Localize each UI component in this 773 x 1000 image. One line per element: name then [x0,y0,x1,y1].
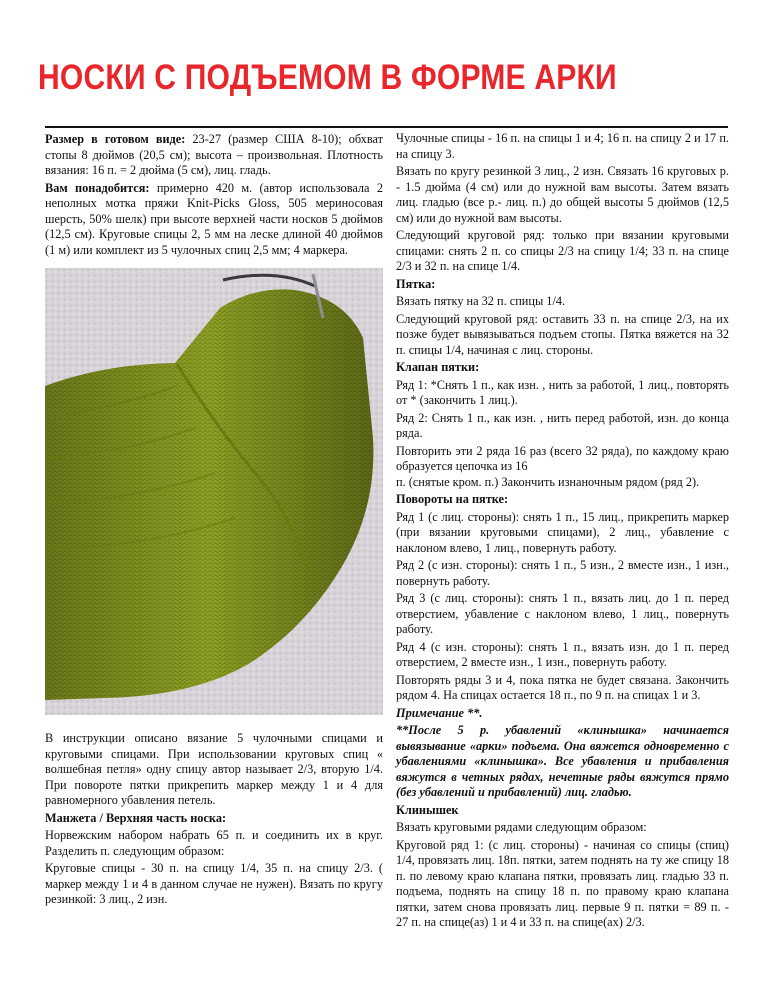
instructions-column [396,131,729,933]
size-text: 23-27 (размер США 8-10); обхват стопы 8 дюймов (20,5 см); высота – произвольная. Плотность вязания: 16 п. = 2 дюйма (5 см), лиц. гладь. [45,132,383,177]
materials-section [45,132,383,260]
size-label: Размер в готовом виде: [45,132,186,146]
turn-row-4: Ряд 4 (с изн. стороны): снять 1 п., вязать изн. до 1 п. перед отверстием, 2 вместе изн., 1 изн., повернуть работу. [396,639,729,669]
heel-turn-heading: Повороты на пятке: [396,492,509,506]
materials-label: Вам понадобится: [45,180,150,195]
next-round-text: Следующий круговой ряд: только при вязании круговыми спицами: снять 2 п. со спицы 2/3 на спицу 1/4; 33 п. на спице 2/3 и 32 п. на спице 1/4. [396,228,729,273]
needles-text: Чулочные спицы - 16 п. на спицы 1 и 4; 16 п. на спицу 2 и 17 п. на спицу 3. [396,131,729,161]
heel-text-1: Вязать пятку на 32 п. спицы 1/4. [396,294,566,308]
cuff-section [45,731,383,910]
note-text: **После 5 р. убавлений «клинышка» начинается вывязывание «арки» подъема. Она вяжется одновременно с убавлениями «клинышка». Все убавления и прибавления вяжутся в четных рядах, нечетные ряды вяжутся прямо (без убавлений и прибавлений) лиц. гладью. [396,723,729,799]
heel-flap-heading: Клапан пятки: [396,360,480,374]
flap-repeat: Повторить эти 2 ряда 16 раз (всего 32 ряда), по каждому краю образуется цепочка из 16 [396,443,729,473]
sock-photo [45,268,383,715]
materials-text: примерно 420 м. (автор использовала 2 неполных мотка пряжи Knit-Picks Gloss, 505 мериносовая шерсть, 50% шелк) при высоте верхней части носков 5 дюймов (12,5 см). Круговые спицы 2, 5 мм на леске длиной 40 дюймов (1 м) или комплект из 5 чулочных спиц 2,5 мм; 4 маркера. [45,180,383,257]
flap-row-2: Ряд 2: Снять 1 п., как изн. , нить перед работой, изн. до конца ряда. [396,410,729,440]
title-divider [45,126,728,128]
turn-row-2: Ряд 2 (с изн. стороны): снять 1 п., 5 изн., 2 вместе изн., 1 изн., повернуть работу. [396,558,729,588]
cuff-text-1: Норвежским набором набрать 65 п. и соединить их в круг. Разделить п. следующим образом: [45,828,383,858]
cuff-text-2: Круговые спицы - 30 п. на спицу 1/4, 35 п. на спицу 2/3. ( маркер между 1 и 4 в данном случае не нужен). Вязать по кругу резинкой: 3 лиц., 2 изн. [45,861,383,906]
intro-text: В инструкции описано вязание 5 чулочными спицами и круговыми спицами. При использовании круговых спиц « волшебная петля» одну спицу автор называет 2/3, вторую 1/4. При повороте пятки прикрепить маркер между 1 и 4 для равномерного убавления петель. [45,731,383,807]
heel-heading: Пятка: [396,276,436,291]
heel-text-2: Следующий круговой ряд: оставить 33 п. на спице 2/3, на их позже будет вывязываться подъем стопы. Пятка вяжется на 32 п. спицы 1/4, начиная с лиц. стороны. [396,311,729,357]
turn-row-1: Ряд 1 (с лиц. стороны): снять 1 п., 15 лиц., прикрепить маркер (при вязании круговыми спицами), 2 лиц., убавление с наклоном влево, 1 лиц., повернуть работу. [396,509,729,555]
gusset-text-2: Круговой ряд 1: (с лиц. стороны) - начиная со спицы (спиц) 1/4, провязать лиц. 18п. пятки, затем поднять на ту же спицу 18 п. по левому краю клапана пятки, провязать лиц. гладью 33 п. подъема, поднять на спицу 18 п. по правому краю клапана пятки, затем снова провязать лиц. первые 9 п. пятки = 89 п. - 27 п. на спице(аз) 1 и 4 и 33 п. на спице(ах) 2/3. [396,837,729,929]
flap-row-1: Ряд 1: *Снять 1 п., как изн. , нить за работой, 1 лиц., повторять от * (закончить 1 лиц.). [396,377,729,407]
note-heading: Примечание **. [396,705,483,720]
rib-text: Вязать по кругу резинкой 3 лиц., 2 изн. Связать 16 круговых р. - 1.5 дюйма (4 см) или до нужной вам высоты. Затем вязать лиц. гладью (все р.- лиц. п.) до общей высоты 5 дюймов (12,5 см) или до нужной вам высоты. [396,164,729,225]
turn-row-3: Ряд 3 (с лиц. стороны): снять 1 п., вязать лиц. до 1 п. перед отверстием, убавление с наклоном влево, 1 лиц., повернуть работу. [396,591,729,636]
cuff-heading: Манжета / Верхняя часть носка: [45,810,227,825]
turn-repeat: Повторять ряды 3 и 4, пока пятка не будет связана. Закончить рядом 4. На спицах остается 18 п., по 9 п. на спицах 1 и 3. [396,672,729,702]
flap-finish: п. (снятые кром. п.) Закончить изнаночным рядом (ряд 2). [396,474,700,489]
page-title: НОСКИ С ПОДЪЕМОМ В ФОРМЕ АРКИ [38,58,617,97]
gusset-heading: Клинышек [396,802,459,817]
gusset-text-1: Вязать круговыми рядами следующим образом: [396,820,647,834]
